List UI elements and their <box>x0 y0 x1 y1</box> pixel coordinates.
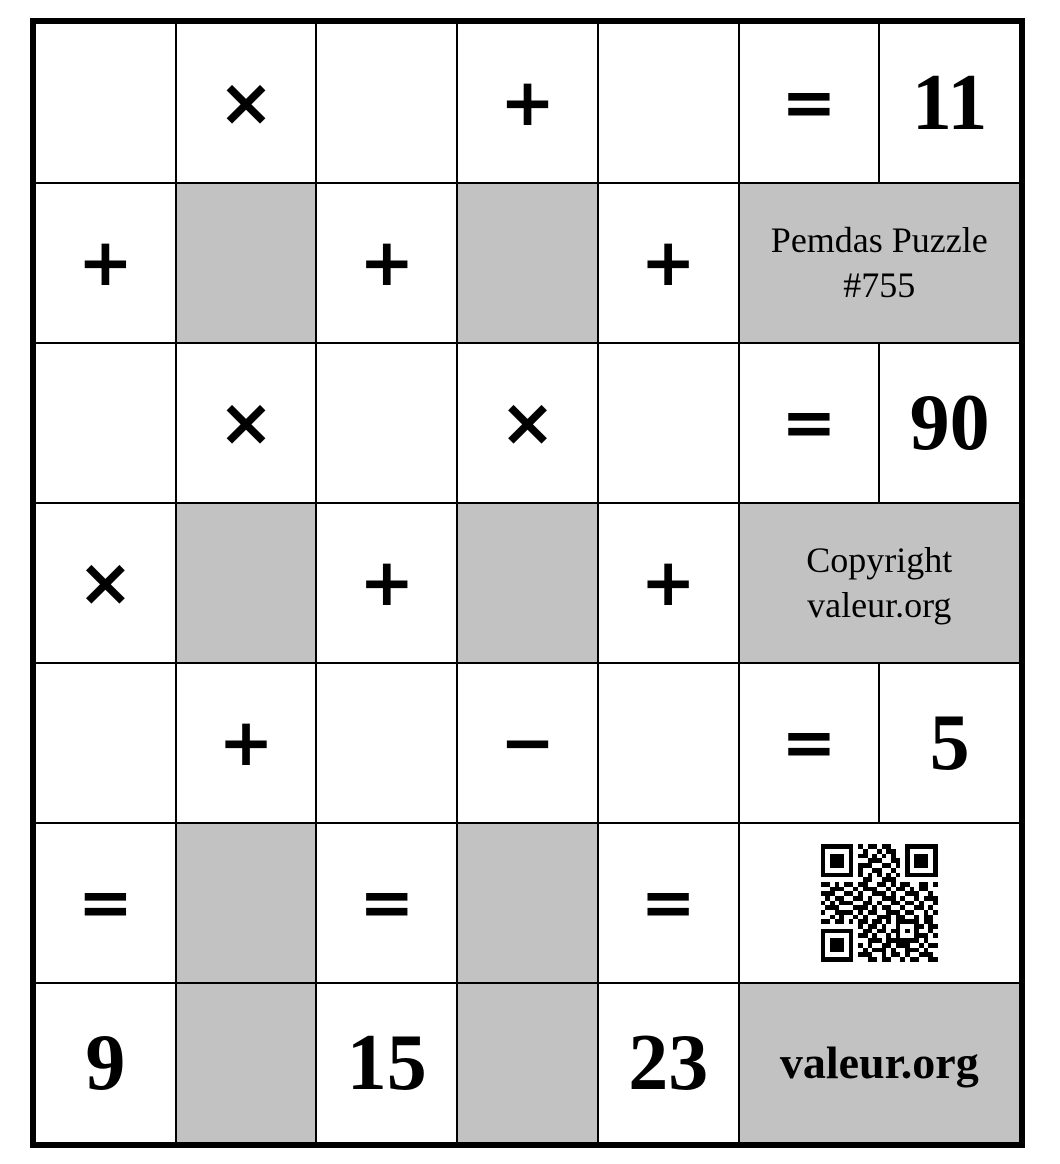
operator-cell-r3c6 <box>739 343 880 503</box>
operator-symbol: × <box>499 384 556 461</box>
operator-cell-r2c5 <box>598 183 739 343</box>
operator-symbol: × <box>77 544 133 621</box>
operator-symbol: + <box>359 544 415 621</box>
answer-cell-r3c3[interactable] <box>316 343 457 503</box>
shaded-cell-r7c2 <box>176 983 317 1143</box>
operator-cell-r3c4 <box>457 343 598 503</box>
answer-cell-r5c5[interactable] <box>598 663 739 823</box>
operator-symbol: = <box>781 384 837 461</box>
operator-cell-r6c3 <box>316 823 457 983</box>
result-value: 15 <box>346 1019 427 1107</box>
operator-symbol: + <box>218 704 274 781</box>
result-cell-r5c7 <box>879 663 1020 823</box>
result-value: 90 <box>909 379 990 467</box>
operator-cell-r5c4 <box>457 663 598 823</box>
operator-symbol: − <box>499 704 556 781</box>
qr-cell <box>739 823 1020 983</box>
result-cell-r7c3 <box>316 983 457 1143</box>
operator-symbol: = <box>781 64 837 141</box>
operator-cell-r5c2 <box>176 663 317 823</box>
copyright-cell <box>739 503 1020 663</box>
copyright-line2: valeur.org <box>807 585 952 625</box>
operator-cell-r1c4 <box>457 23 598 183</box>
operator-cell-r3c2 <box>176 343 317 503</box>
puzzle-title-line2: #755 <box>843 265 916 305</box>
operator-cell-r6c1 <box>35 823 176 983</box>
result-cell-r1c7 <box>879 23 1020 183</box>
pemdas-puzzle-grid <box>30 18 1025 1148</box>
result-value: 9 <box>85 1019 126 1107</box>
copyright-line1: Copyright <box>806 540 953 580</box>
answer-cell-r1c3[interactable] <box>316 23 457 183</box>
operator-symbol: + <box>359 224 415 301</box>
footer-cell <box>739 983 1020 1143</box>
operator-cell-r2c3 <box>316 183 457 343</box>
result-cell-r7c5 <box>598 983 739 1143</box>
operator-cell-r5c6 <box>739 663 880 823</box>
shaded-cell-r6c4 <box>457 823 598 983</box>
shaded-cell-r2c2 <box>176 183 317 343</box>
operator-symbol: × <box>218 64 274 141</box>
operator-cell-r4c1 <box>35 503 176 663</box>
operator-symbol: × <box>218 384 274 461</box>
operator-symbol: = <box>640 864 696 941</box>
result-value: 23 <box>628 1019 709 1107</box>
operator-symbol: = <box>77 864 133 941</box>
puzzle-title-line1: Pemdas Puzzle <box>770 220 988 260</box>
operator-symbol: = <box>781 704 837 781</box>
shaded-cell-r4c4 <box>457 503 598 663</box>
operator-cell-r2c1 <box>35 183 176 343</box>
shaded-cell-r6c2 <box>176 823 317 983</box>
shaded-cell-r4c2 <box>176 503 317 663</box>
answer-cell-r5c1[interactable] <box>35 663 176 823</box>
operator-symbol: + <box>77 224 133 301</box>
operator-cell-r6c5 <box>598 823 739 983</box>
shaded-cell-r7c4 <box>457 983 598 1143</box>
footer-site-name: valeur.org <box>779 1037 979 1088</box>
qr-code-image <box>821 844 938 961</box>
puzzle-title-cell <box>739 183 1020 343</box>
result-value: 5 <box>929 699 970 787</box>
answer-cell-r3c1[interactable] <box>35 343 176 503</box>
operator-symbol: + <box>499 64 556 141</box>
operator-symbol: + <box>640 224 696 301</box>
operator-symbol: + <box>640 544 696 621</box>
operator-cell-r1c6 <box>739 23 880 183</box>
result-cell-r3c7 <box>879 343 1020 503</box>
shaded-cell-r2c4 <box>457 183 598 343</box>
operator-cell-r4c3 <box>316 503 457 663</box>
result-cell-r7c1 <box>35 983 176 1143</box>
operator-cell-r1c2 <box>176 23 317 183</box>
operator-cell-r4c5 <box>598 503 739 663</box>
answer-cell-r1c5[interactable] <box>598 23 739 183</box>
answer-cell-r5c3[interactable] <box>316 663 457 823</box>
answer-cell-r3c5[interactable] <box>598 343 739 503</box>
result-value: 11 <box>911 59 988 147</box>
operator-symbol: = <box>359 864 415 941</box>
answer-cell-r1c1[interactable] <box>35 23 176 183</box>
